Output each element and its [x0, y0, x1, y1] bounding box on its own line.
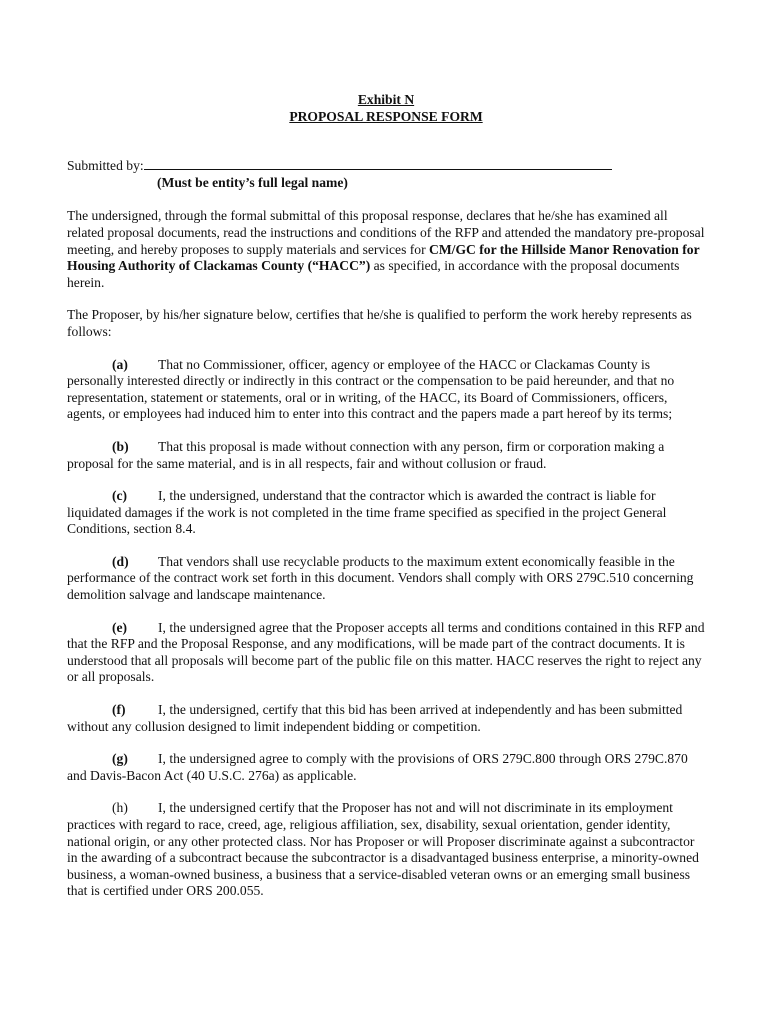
- clause-label: (a): [112, 356, 128, 372]
- clause-e: [67, 620, 705, 686]
- clause-text: I, the undersigned agree that the Proposer accepts all terms and conditions contained in this RFP and that the RFP and the Proposal Response, and any modifications, will be made part of the contract documents. It is understood that all proposals will become part of the public file on this matter. HACC reserves the right to reject any or all proposals.: [67, 619, 705, 685]
- legal-name-note: (Must be entity’s full legal name): [157, 174, 348, 190]
- form-title: PROPOSAL RESPONSE FORM: [289, 108, 483, 124]
- clause-b: [67, 439, 705, 472]
- document-page: [67, 92, 705, 900]
- clause-a: [67, 357, 705, 423]
- clause-label: (b): [112, 438, 129, 454]
- clause-text: I, the undersigned certify that the Proposer has not and will not discriminate in its employment practices with regard to race, creed, age, religious affiliation, sex, disability, sexual orientation, gender identity, national origin, or any other protected class. Nor has Proposer or will Proposer discriminate against a subcontractor in the awarding of a subcontract because the subcontractor is a disadvantaged business enterprise, a minority-owned business, a woman-owned business, a business that a service-disabled veteran owns or an emerging small business that is certified under ORS 200.055.: [67, 800, 699, 899]
- clause-f: [67, 702, 705, 735]
- intro-text-end: as specified, in accordance with the proposal documents herein.: [67, 258, 680, 290]
- clause-h: [67, 800, 705, 900]
- intro-paragraph: [67, 208, 705, 291]
- clause-text: That vendors shall use recyclable products to the maximum extent economically feasible in the performance of the contract work set forth in this document. Vendors shall comply with ORS 279C.510 concerning demolition salvage and landscape maintenance.: [67, 553, 694, 603]
- submitted-by-row: [67, 156, 705, 175]
- submitted-by-field[interactable]: [144, 156, 612, 170]
- certify-paragraph: The Proposer, by his/her signature below, certifies that he/she is qualified to perform the work hereby represents as follows:: [67, 307, 692, 339]
- clause-text: I, the undersigned, certify that this bid has been arrived at independently and has been submitted without any collusion designed to limit independent bidding or competition.: [67, 702, 683, 734]
- clause-text: That no Commissioner, officer, agency or employee of the HACC or Clackamas County is personally interested directly or indirectly in this contract or the compensation to be paid hereunder, and that no representation, statement or statements, oral or in writing, of the HACC, its Board of Commissioners, officers, agents, or employees had induced him to enter into this contract and the papers made a part hereof by its terms;: [67, 356, 675, 422]
- exhibit-heading: Exhibit N: [357, 92, 415, 107]
- clause-label: (d): [112, 553, 129, 569]
- submitted-by-label: Submitted by:: [67, 158, 144, 174]
- intro-text: The undersigned, through the formal submittal of this proposal response, declares that he/she has examined all related proposal documents, read the instructions and conditions of the RFP and attended the mandatory pre-proposal meeting, and hereby proposes to supply materials and services for: [67, 208, 705, 257]
- clause-label: (g): [112, 751, 128, 767]
- clause-text: I, the undersigned agree to comply with the provisions of ORS 279C.800 through ORS 279C.870 and Davis-Bacon Act (40 U.S.C. 276a) as applicable.: [67, 751, 688, 783]
- clause-label: (c): [112, 488, 128, 504]
- clause-label: (e): [112, 619, 128, 635]
- clause-g: [67, 751, 705, 784]
- clause-label: (f): [112, 702, 126, 718]
- clause-text: I, the undersigned, understand that the contractor which is awarded the contract is liable for liquidated damages if the work is not completed in the time frame specified as specified in the project General Conditions, section 8.4.: [67, 488, 667, 537]
- clause-c: [67, 488, 705, 538]
- clause-d: [67, 554, 705, 604]
- clause-label: (h): [112, 800, 128, 816]
- clause-text: That this proposal is made without connection with any person, firm or corporation making a proposal for the same material, and is in all respects, fair and without collusion or fraud.: [67, 438, 665, 471]
- intro-project-name: CM/GC for the Hillside Manor Renovation for Housing Authority of Clackamas County (“HACC”): [67, 241, 700, 274]
